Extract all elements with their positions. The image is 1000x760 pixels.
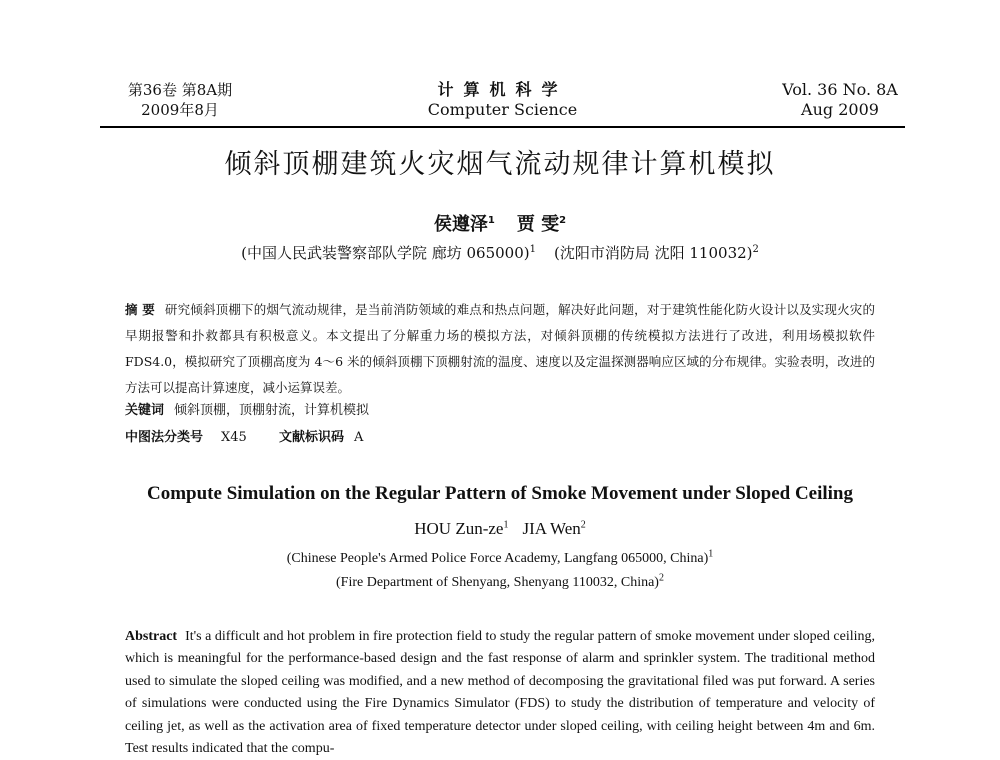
document-code-label: 文献标识码 bbox=[279, 430, 345, 445]
volume-cn: 第36卷 第8A期 bbox=[127, 81, 233, 99]
chinese-title: 倾斜顶棚建筑火灾烟气流动规律计算机模拟 bbox=[224, 149, 776, 180]
chinese-affiliation-1: (中国人民武装警察部队学院 廊坊 065000) bbox=[241, 244, 530, 262]
author-2-marker: 2 bbox=[559, 215, 567, 226]
english-affiliation-2 bbox=[0, 572, 1000, 591]
journal-header bbox=[100, 80, 905, 128]
clc-value: X45 bbox=[221, 430, 247, 445]
journal-name-en: Computer Science bbox=[427, 100, 578, 119]
english-affiliation-1 bbox=[0, 548, 1000, 567]
affiliation-2-marker: 2 bbox=[752, 244, 759, 255]
chinese-abstract bbox=[125, 297, 875, 401]
header-right bbox=[775, 80, 905, 120]
date-cn: 2009年8月 bbox=[141, 101, 219, 119]
english-abstract-label: Abstract bbox=[125, 629, 178, 644]
chinese-authors bbox=[0, 210, 1000, 236]
chinese-author-2: 贾 雯 bbox=[516, 214, 560, 235]
english-affiliation-1-marker: 1 bbox=[708, 548, 714, 560]
english-title: Compute Simulation on the Regular Pattern of Smoke Movement under Sloped Ceiling bbox=[147, 483, 853, 504]
keywords-text: 倾斜顶棚，顶棚射流，计算机模拟 bbox=[174, 403, 370, 418]
date-en: Aug 2009 bbox=[801, 100, 879, 119]
classification-line bbox=[125, 428, 363, 448]
chinese-abstract-label: 摘 要 bbox=[125, 302, 155, 317]
english-author-1-marker: 1 bbox=[503, 519, 509, 531]
english-affiliation-2-marker: 2 bbox=[658, 572, 664, 584]
english-abstract-text: It's a difficult and hot problem in fire protection field to study the regular pattern of smoke movement under sloped ceiling, which is meaningful for the performance-based design and the fast response of alarm and sprinkler system. The traditional method used to simulate the sloped ceiling was modified, and a new method of decomposing the gravitational filed was put forward. A series of simulations were conducted using the Fire Dynamics Simulator (FDS) to study the distribution of temperature and velocity of ceiling jet, as well as the activation area of fixed temperature detector under sloped ceiling, with ceiling height between 4m and 6m. Test results indicated that the compu- bbox=[125, 629, 875, 757]
journal-name-cn: 计算机科学 bbox=[437, 80, 568, 99]
affiliation-1-marker: 1 bbox=[529, 244, 536, 255]
chinese-abstract-text: 研究倾斜顶棚下的烟气流动规律，是当前消防领域的难点和热点问题，解决好此问题，对于建筑性能化防火设计以及实现火灾的早期报警和扑救都具有积极意义。本文提出了分解重力场的模拟方法，对倾斜顶棚的传统模拟方法进行了改进，利用场模拟软件 FDS4.0，模拟研究了顶棚高度为 4～6 米的倾斜顶棚下顶棚射流的温度、速度以及定温探测器响应区域的分布规律。实验表明，改进的方法可以提高计算速度，减小运算误差。 bbox=[125, 302, 875, 395]
english-author-1: HOU Zun-ze bbox=[414, 519, 504, 538]
chinese-affiliation-2: (沈阳市消防局 沈阳 110032) bbox=[554, 244, 753, 262]
english-affiliation-1-text: (Chinese People's Armed Police Force Academy, Langfang 065000, China) bbox=[286, 551, 709, 566]
keywords-label: 关键词 bbox=[125, 403, 165, 418]
author-1-marker: 1 bbox=[487, 215, 495, 226]
chinese-keywords bbox=[125, 401, 369, 421]
chinese-affiliations bbox=[0, 242, 1000, 263]
english-author-2-marker: 2 bbox=[580, 519, 586, 531]
english-author-2: JIA Wen bbox=[522, 519, 581, 538]
english-abstract bbox=[125, 626, 875, 760]
volume-en: Vol. 36 No. 8A bbox=[782, 80, 898, 99]
clc-label: 中图法分类号 bbox=[125, 430, 204, 445]
english-authors bbox=[0, 519, 1000, 539]
chinese-author-1: 侯遵泽 bbox=[433, 214, 488, 235]
english-affiliation-2-text: (Fire Department of Shenyang, Shenyang 110032, China) bbox=[336, 575, 659, 590]
document-code-value: A bbox=[354, 430, 364, 445]
